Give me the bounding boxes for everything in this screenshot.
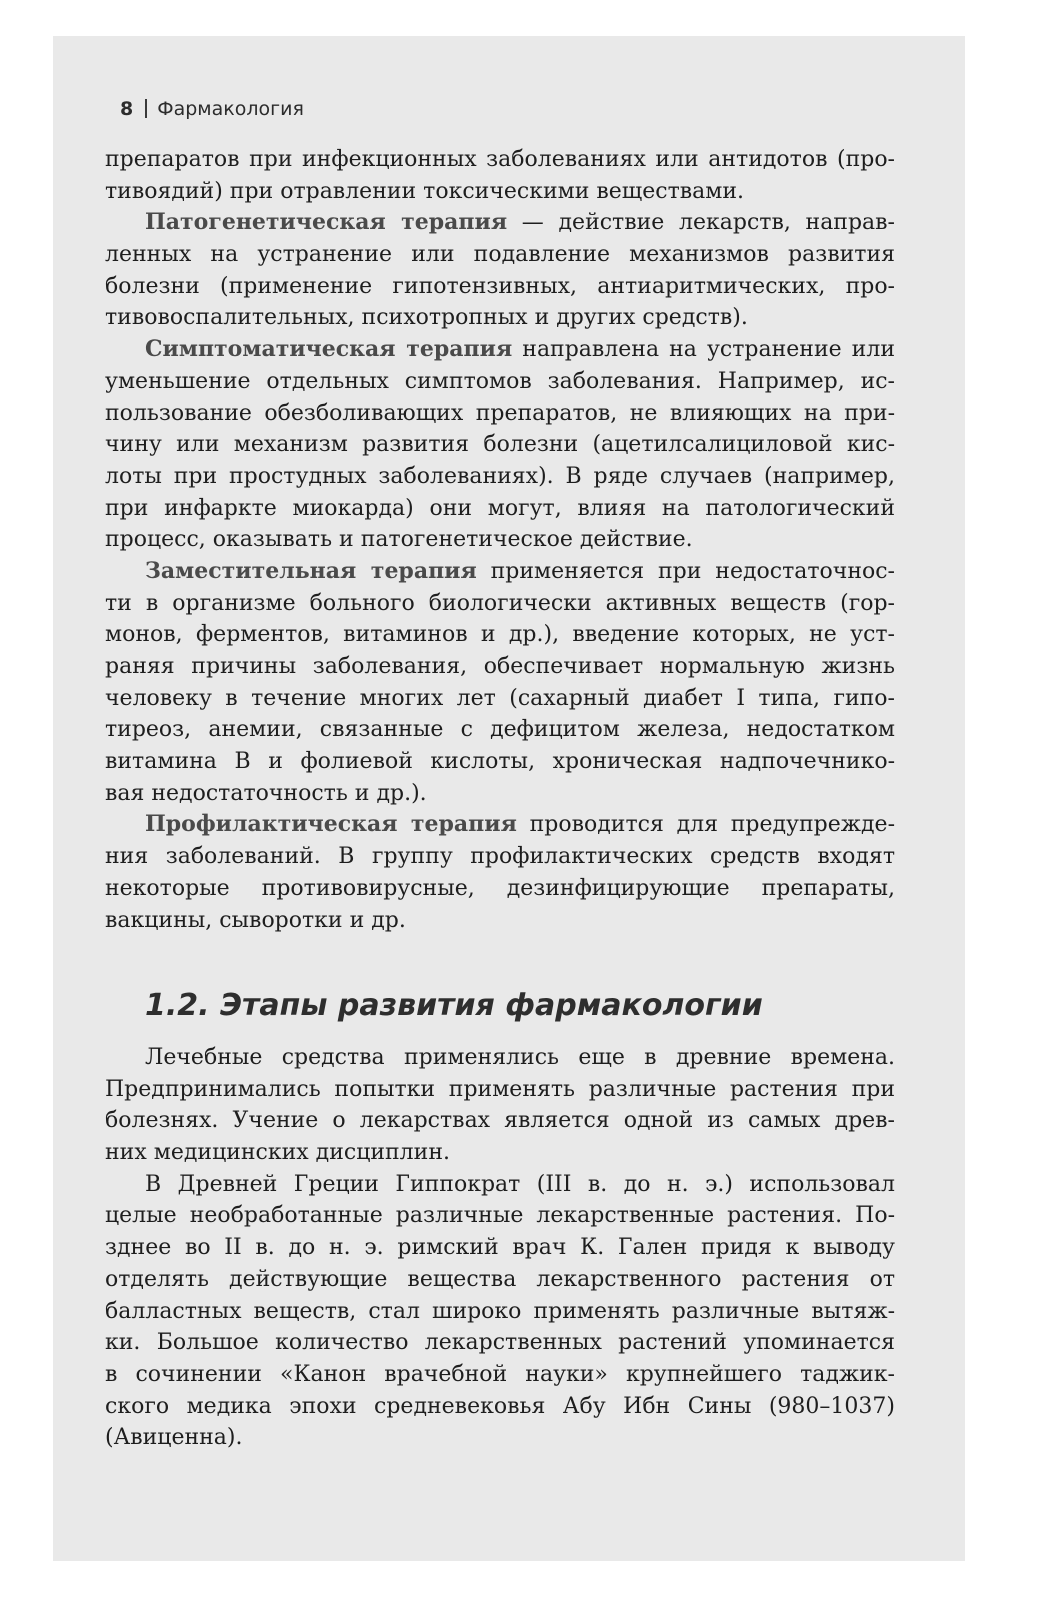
text-line: раняя причины заболевания, обеспечивает нормальную жизнь — [105, 654, 895, 679]
paragraph-first-line: Лечебные средства применялись еще в древние времена. — [145, 1045, 895, 1070]
body-text-top — [105, 144, 895, 936]
text-line: зднее во II в. до н. э. римский врач К. Гален придя к выводу — [105, 1235, 895, 1261]
text-line: уменьшение отдельных симптомов заболевания. Например, ис- — [105, 368, 895, 394]
body-text-bottom — [105, 1042, 895, 1454]
text-line: ленных на устранение или подавление механизмов развития — [105, 242, 895, 268]
text-line: при инфаркте миокарда) они могут, влияя на патологический — [105, 495, 895, 521]
text-line: болезнях. Учение о лекарствах является одной из самых древ- — [105, 1108, 895, 1134]
text-line: них медицинских дисциплин. — [105, 1140, 450, 1166]
paragraph-first-line: Симптоматическая терапия направлена на устранение или — [145, 336, 895, 363]
paragraph-first-line: Заместительная терапия применяется при недостаточнос- — [145, 557, 895, 584]
text-line: тивовоспалительных, психотропных и других средств). — [105, 305, 748, 331]
text-line: некоторые противовирусные, дезинфицирующие препараты, — [105, 875, 895, 901]
text-line: отделять действующие вещества лекарственного растения от — [105, 1266, 895, 1292]
header-separator — [145, 99, 147, 118]
text-line: ского медика эпохи средневековья Абу Ибн Сины (980–1037) — [105, 1393, 895, 1419]
term-replacement-therapy: Заместительная терапия — [145, 557, 477, 584]
text-line: в сочинении «Канон врачебной науки» крупнейшего таджик- — [105, 1361, 895, 1387]
section-heading: 1.2. Этапы развития фармакологии — [145, 988, 763, 1023]
text-line: вакцины, сыворотки и др. — [105, 907, 406, 933]
term-preventive-therapy: Профилактическая терапия — [145, 811, 517, 838]
text-line: чину или механизм развития болезни (ацетилсалициловой кис- — [105, 432, 895, 458]
term-symptomatic-therapy: Симптоматическая терапия — [145, 336, 513, 363]
running-head — [120, 98, 304, 124]
text-line: целые необработанные различные лекарственные растения. По- — [105, 1203, 895, 1229]
text-line: (Авиценна). — [105, 1425, 243, 1451]
text-line: ти в организме больного биологически активных веществ (гор- — [105, 590, 895, 616]
page-number: 8 — [120, 98, 134, 120]
text-line: монов, ферментов, витаминов и др.), введение которых, не уст- — [105, 622, 895, 648]
text-line: человеку в течение многих лет (сахарный диабет I типа, гипо- — [105, 685, 895, 711]
text-line: вая недостаточность и др.). — [105, 780, 427, 806]
term-pathogenetic-therapy: Патогенетическая терапия — [145, 209, 508, 236]
text-line: пользование обезболивающих препаратов, не влияющих на при- — [105, 400, 895, 426]
text-line: витамина В и фолиевой кислоты, хроническая надпочечнико- — [105, 749, 895, 775]
paragraph-first-line: Патогенетическая терапия — действие лекарств, направ- — [145, 209, 895, 236]
text-line: балластных веществ, стал широко применять различные вытяж- — [105, 1298, 895, 1324]
book-title: Фармакология — [157, 98, 304, 120]
text-line: препаратов при инфекционных заболеваниях или антидотов (про- — [105, 147, 895, 172]
text-line: тиреоз, анемии, связанные с дефицитом железа, недостатком — [105, 717, 895, 743]
text-line: Предпринимались попытки применять различные растения при — [105, 1076, 895, 1102]
text-line: тивоядий) при отравлении токсическими веществами. — [105, 178, 745, 204]
text-line: ки. Большое количество лекарственных растений упоминается — [105, 1330, 895, 1356]
text-line: болезни (применение гипотензивных, антиаритмических, про- — [105, 273, 895, 299]
text-line: лоты при простудных заболеваниях). В ряде случаев (например, — [105, 463, 895, 489]
text-line: процесс, оказывать и патогенетическое действие. — [105, 527, 693, 553]
paragraph-first-line: В Древней Греции Гиппократ (III в. до н. э.) использовал — [145, 1171, 895, 1197]
paragraph-first-line: Профилактическая терапия проводится для предупрежде- — [145, 811, 895, 838]
text-line: ния заболеваний. В группу профилактических средств входят — [105, 844, 895, 870]
